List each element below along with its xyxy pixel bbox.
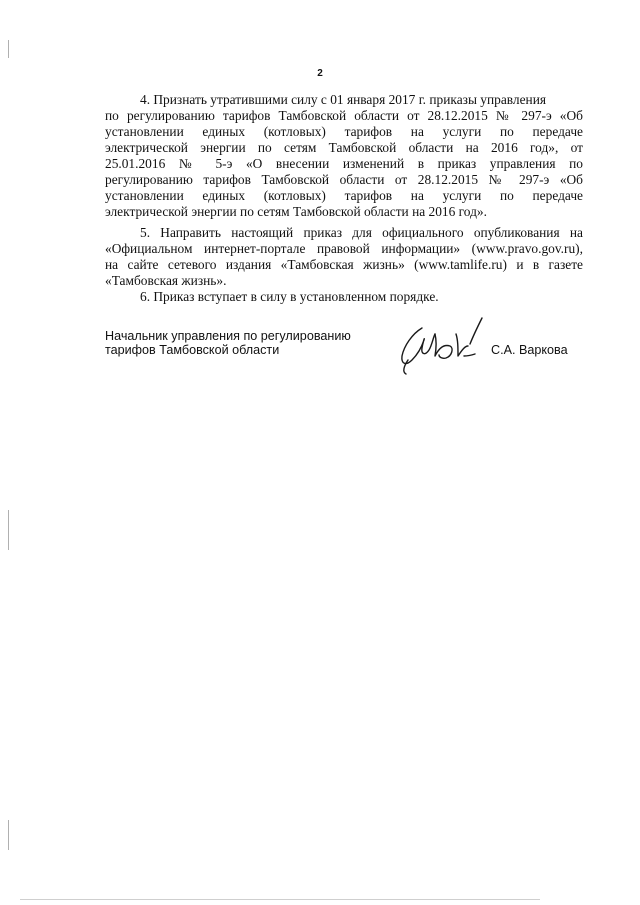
paragraph-line: 5. Направить настоящий приказ для официального опубликования на	[140, 225, 583, 240]
handwritten-signature-icon	[392, 312, 492, 378]
scan-edge-mark	[8, 820, 9, 850]
paragraph-line: регулированию тарифов Тамбовской области от 28.12.2015 № 297-э «Об	[105, 172, 583, 187]
signatory-title-line1: Начальник управления по регулированию	[105, 329, 351, 343]
signatory-title-line2: тарифов Тамбовской области	[105, 343, 280, 357]
paragraph-line: 4. Признать утратившими силу с 01 января 2017 г. приказы управления	[140, 92, 547, 107]
paragraph-line: установлении единых (котловых) тарифов на услуги по передаче	[105, 124, 583, 139]
paragraph-line: «Официальном интернет-портале правовой информации» (www.pravo.gov.ru),	[105, 241, 583, 256]
paragraph-6: 6. Приказ вступает в силу в установленном порядке.	[140, 289, 439, 304]
paragraph-line: установлении единых (котловых) тарифов на услуги по передаче	[105, 188, 583, 203]
paragraph-line: «Тамбовская жизнь».	[105, 273, 227, 288]
paragraph-line: по регулированию тарифов Тамбовской области от 28.12.2015 № 297-э «Об	[105, 108, 583, 123]
scan-edge-mark	[20, 899, 540, 900]
paragraph-line: электрической энергии по сетям Тамбовской области на 2016 год».	[105, 204, 487, 219]
scan-edge-mark	[8, 40, 9, 58]
scan-edge-mark	[8, 510, 9, 550]
paragraph-line: на сайте сетевого издания «Тамбовская жизнь» (www.tamlife.ru) и в газете	[105, 257, 583, 272]
paragraph-line: электрической энергии по сетям Тамбовской области на 2016 год», от	[105, 140, 583, 155]
page-number: 2	[317, 68, 323, 79]
paragraph-line: 25.01.2016 № 5-э «О внесении изменений в приказ управления по	[105, 156, 583, 171]
signatory-name: С.А. Варкова	[491, 343, 568, 357]
